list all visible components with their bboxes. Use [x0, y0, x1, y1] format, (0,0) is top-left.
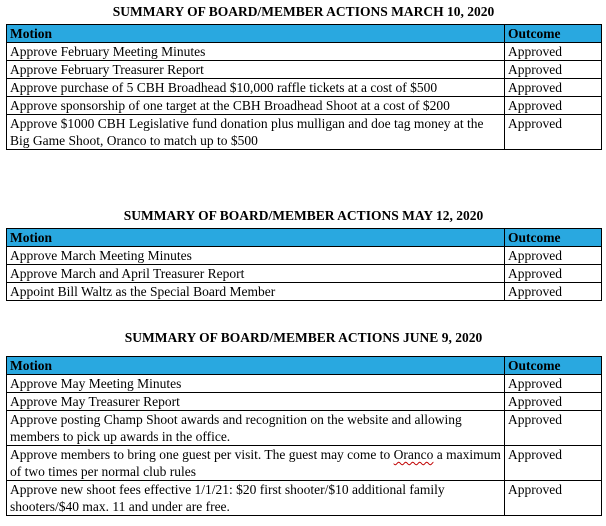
outcome-column-header: Outcome: [505, 25, 602, 43]
section-title: SUMMARY OF BOARD/MEMBER ACTIONS MARCH 10, 2020: [112, 4, 495, 19]
motion-column-header: Motion: [7, 25, 505, 43]
motion-cell: Approve posting Champ Shoot awards and recognition on the website and allowing members to pick up awards in the office.: [7, 411, 505, 446]
motion-cell: Approve May Treasurer Report: [7, 393, 505, 411]
outcome-cell: Approved: [505, 481, 602, 516]
table-row: [7, 411, 602, 446]
motion-text-pre: Approve members to bring one guest per visit. The guest may come to: [10, 447, 394, 462]
outcome-column-header: Outcome: [505, 357, 602, 375]
motion-cell: Appoint Bill Waltz as the Special Board Member: [7, 283, 505, 301]
section-may-2020: [6, 208, 601, 301]
motion-cell: [7, 446, 505, 481]
outcome-cell: Approved: [505, 393, 602, 411]
table-row: [7, 43, 602, 61]
table-row: [7, 446, 602, 481]
outcome-cell: Approved: [505, 115, 602, 150]
outcome-cell: Approved: [505, 247, 602, 265]
outcome-cell: Approved: [505, 283, 602, 301]
outcome-cell: Approved: [505, 265, 602, 283]
section-title: SUMMARY OF BOARD/MEMBER ACTIONS JUNE 9, 2020: [124, 330, 483, 345]
outcome-cell: Approved: [505, 375, 602, 393]
motion-text-post: a maximum of two times per normal club rules: [10, 447, 501, 479]
table-header-row: [7, 25, 602, 43]
outcome-cell: Approved: [505, 79, 602, 97]
table-row: [7, 97, 602, 115]
motion-cell: Approve February Treasurer Report: [7, 61, 505, 79]
actions-table: [6, 356, 602, 516]
section-title: SUMMARY OF BOARD/MEMBER ACTIONS MAY 12, 2020: [123, 208, 484, 223]
outcome-cell: Approved: [505, 411, 602, 446]
outcome-cell: Approved: [505, 97, 602, 115]
section-march-2020: [6, 4, 601, 150]
table-row: [7, 375, 602, 393]
motion-cell: Approve February Meeting Minutes: [7, 43, 505, 61]
table-row: [7, 61, 602, 79]
motion-cell: Approve purchase of 5 CBH Broadhead $10,000 raffle tickets at a cost of $500: [7, 79, 505, 97]
table-header-row: [7, 357, 602, 375]
outcome-cell: Approved: [505, 43, 602, 61]
table-row: [7, 393, 602, 411]
outcome-cell: Approved: [505, 446, 602, 481]
table-row: [7, 115, 602, 150]
motion-cell: Approve new shoot fees effective 1/1/21: $20 first shooter/$10 additional family shooters/$40 max. 11 and under are free.: [7, 481, 505, 516]
motion-column-header: Motion: [7, 229, 505, 247]
outcome-column-header: Outcome: [505, 229, 602, 247]
table-header-row: [7, 229, 602, 247]
motion-cell: Approve sponsorship of one target at the CBH Broadhead Shoot at a cost of $200: [7, 97, 505, 115]
spellcheck-flagged-word: Oranco: [393, 447, 434, 462]
motion-column-header: Motion: [7, 357, 505, 375]
motion-cell: Approve May Meeting Minutes: [7, 375, 505, 393]
table-row: [7, 79, 602, 97]
section-june-2020: [6, 330, 601, 516]
motion-cell: Approve March Meeting Minutes: [7, 247, 505, 265]
actions-table: [6, 228, 602, 301]
table-row: [7, 247, 602, 265]
motion-cell: Approve $1000 CBH Legislative fund donation plus mulligan and doe tag money at the Big Game Shoot, Oranco to match up to $500: [7, 115, 505, 150]
table-row: [7, 265, 602, 283]
outcome-cell: Approved: [505, 61, 602, 79]
motion-cell: Approve March and April Treasurer Report: [7, 265, 505, 283]
table-row: [7, 283, 602, 301]
actions-table: [6, 24, 602, 150]
table-row: [7, 481, 602, 516]
